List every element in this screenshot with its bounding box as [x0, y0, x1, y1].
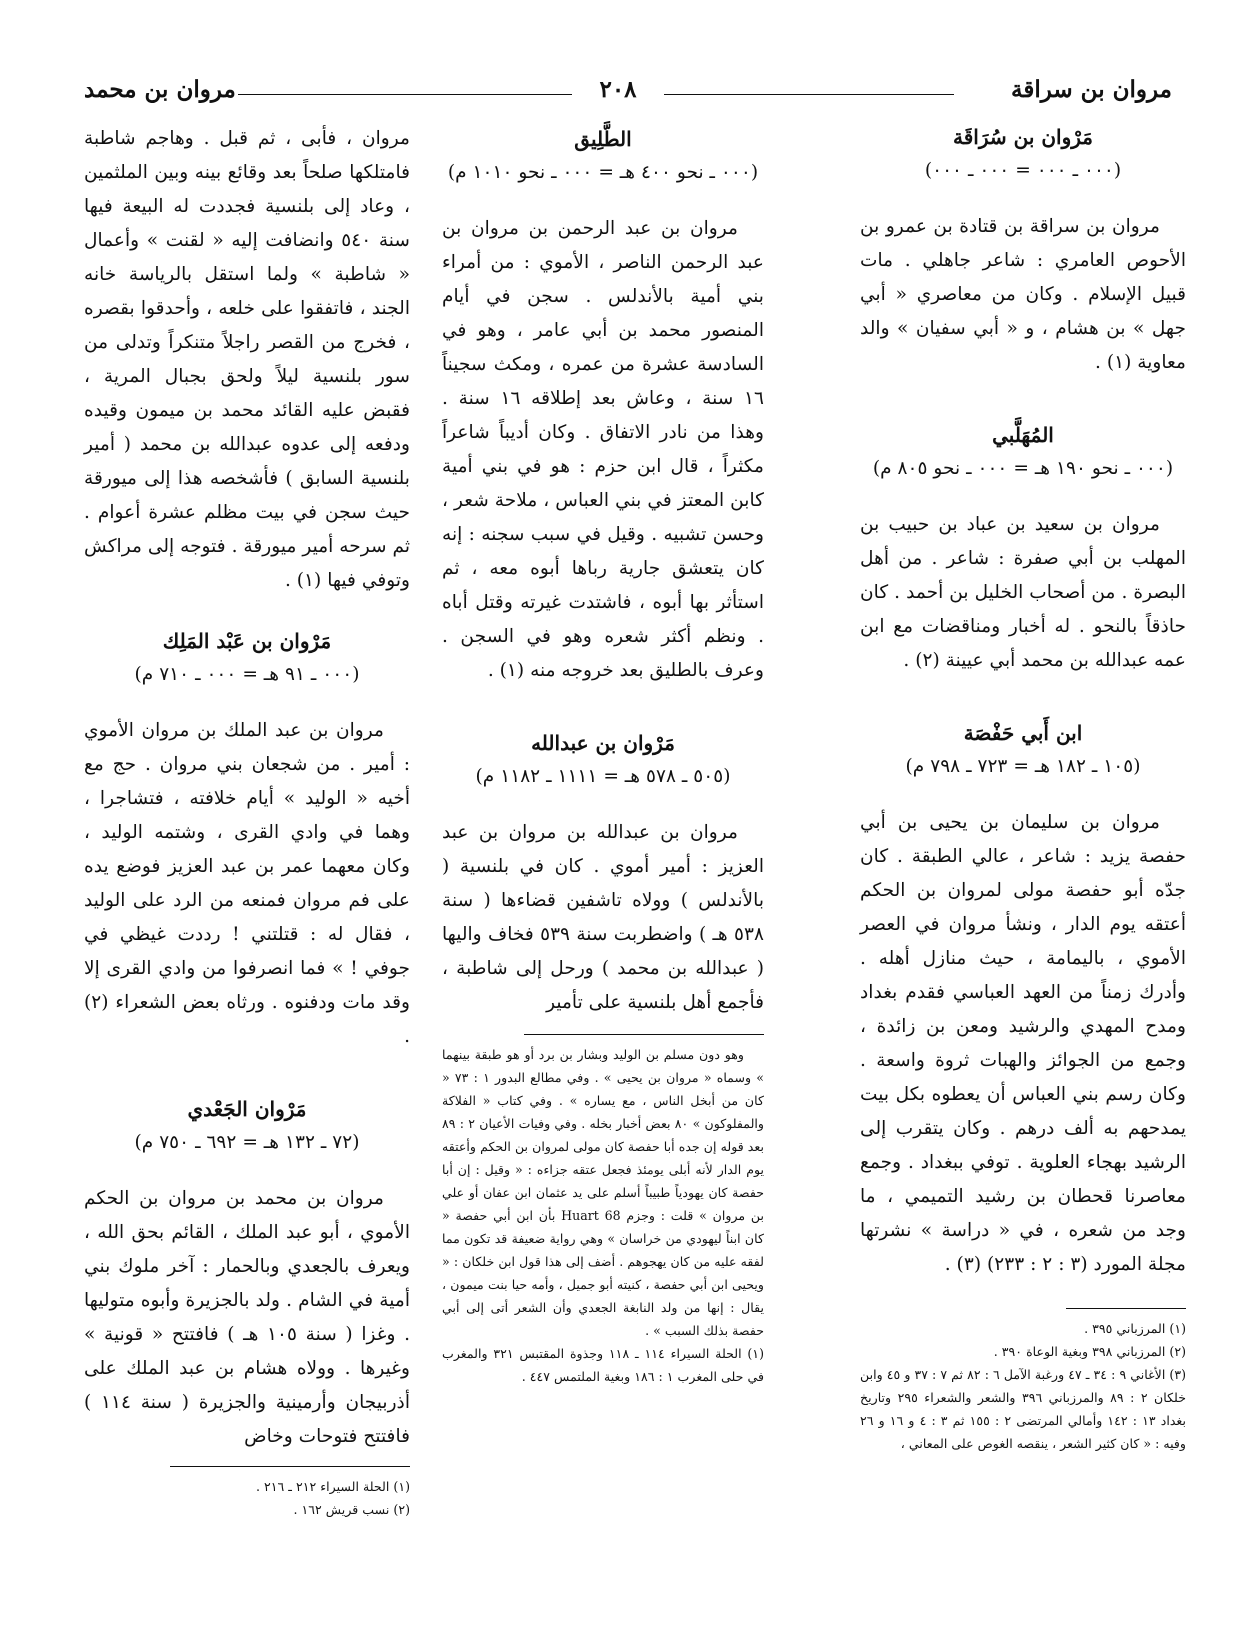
footnote-rule: [524, 1034, 764, 1035]
running-head-right: مروان بن سراقة: [1011, 76, 1172, 103]
entry-title: الطَّلِيق: [574, 127, 632, 151]
header-rule-right: [664, 94, 954, 95]
running-head-left: مروان بن محمد: [84, 76, 236, 103]
entry-dates: (٥٠٥ ـ ٥٧٨ هـ = ١١١١ ـ ١١٨٢ م): [475, 766, 731, 787]
entry-text: مروان بن عبدالله بن مروان بن عبد العزيز : أمير أموي . كان في بلنسية ( بالأندلس ) وولاه تاشفين قضاءها ( سنة ٥٣٨ هـ ) واضطربت سنة ٥٣٩ فخاف واليها ( عبدالله بن محمد ) ورحل إلى شاطبة ، فأجمع أهل بلنسية على تأمير: [442, 822, 764, 1013]
entry-text: مروان بن عبد الرحمن بن مروان بن عبد الرحمن الناصر ، الأموي : من أمراء بني أمية بالأندلس . سجن في أيام المنصور محمد بن أبي عامر ، وهو في السادسة عشرة من عمره ، ومكث سجيناً ١٦ سنة ، وعاش بعد إطلاقه ١٦ سنة . وهذا من نادر الاتفاق . وكان أديباً شاعراً مكثراً ، قال ابن حزم : هو في بني أمية كابن المعتز في بني العباس ، ملاحة شعر ، وحسن تشبيه . وقيل في سبب سجنه : إنه كان يتعشق جارية رباها أبوه معه ، ثم استأثر بها أبوه ، فاشتدت غيرته وقتل أباه . ونظم أكثر شعره وهو في السجن . وعرف بالطليق بعد خروجه منه (١) .: [442, 218, 764, 681]
entry-text: مروان بن سراقة بن قتادة بن عمرو بن الأحوص العامري : شاعر جاهلي . مات قبيل الإسلام . وكان من معاصري « أبي جهل » بن هشام ، و « أبي سفيان » والد معاوية (١) .: [860, 216, 1186, 373]
entry-title: المُهَلَّبي: [992, 423, 1054, 447]
entry-dates: (١٠٥ ـ ١٨٢ هـ = ٧٢٣ ـ ٧٩٨ م): [905, 756, 1141, 777]
entry-text: مروان بن عبد الملك بن مروان الأموي : أمير . من شجعان بني مروان . حج مع أخيه « الوليد » أيام خلافته ، فتشاجرا ، وهما في وادي القرى ، وشتمه الوليد ، وكان معهما عمر بن عبد العزيز فوضع يده على فم مروان فمنعه من الرد على الوليد ، فقال له : قتلتني ! رددت غيظي في جوفي ! » فما انصرفوا من وادي القرى إلا وقد مات ودفنوه . ورثاه بعض الشعراء (٢) .: [84, 720, 410, 1047]
footnote: (١) المرزباني ٣٩٥ .: [1084, 1321, 1186, 1336]
entry-text: مروان بن محمد بن مروان بن الحكم الأموي ، أبو عبد الملك ، القائم بحق الله ، ويعرف بالجعدي وبالحمار : آخر ملوك بني أمية في الشام . ولد بالجزيرة وأبوه متوليها . وغزا ( سنة ١٠٥ هـ ) فافتتح « قونية » وغيرها . وولاه هشام بن عبد الملك على أذربيجان وأرمينية والجزيرة ( سنة ١١٤ ) فافتتح فتوحات وخاض: [84, 1188, 410, 1447]
footnote-rule: [170, 1466, 410, 1467]
column-middle: [442, 122, 764, 1388]
column-left: [84, 122, 410, 1521]
entry-title: مَرْوان بن عبدالله: [531, 731, 675, 755]
header-rule-left: [238, 94, 572, 95]
entry-dates: (٠٠٠ ـ ٩١ هـ = ٠٠٠ ـ ٧١٠ م): [134, 664, 360, 685]
footnote: (١) الحلة السيراء ٢١٢ ـ ٢١٦ .: [255, 1479, 410, 1494]
footnote-continued: وهو دون مسلم بن الوليد وبشار بن برد أو هو طبقة بينهما » وسماه « مروان بن يحيى » . وفي مطالع البدور ١ : ٧٣ « كان من أبخل الناس ، مع يساره » . وفي كتاب « الفلاكة والمفلوكون » ٨٠ بعض أخبار بخله . وفي وفيات الأعيان ٢ : ٨٩ بعد قوله إن جده أبا حفصة كان مولى لمروان بن الحكم وأعتقه يوم الدار لأنه أبلى يومئذ فجعل عتقه جزاءه : « وقيل : إن أبا حفصة كان يهودياً طبيباً أسلم على يد عثمان ابن عفان أو علي بن مروان » قلت : وجزم Huart 68 بأن ابن أبي حفصة « كان ابناً ليهودي من خراسان » وهي رواية ضعيفة قد تكون مما لفقه عليه من كان يهجوهم . أضف إلى هذا قول ابن خلكان : « ويحيى ابن أبي حفصة ، كنيته أبو جميل ، وأمه حيا بنت ميمون ، يقال : إنها من ولد النابغة الجعدي وأن الشعر أتى إلى أبي حفصة بذلك السبب » .: [442, 1047, 765, 1338]
entry-dates: (٧٢ ـ ١٣٢ هـ = ٦٩٢ ـ ٧٥٠ م): [134, 1132, 360, 1153]
entry-text-continued: مروان ، فأبى ، ثم قبل . وهاجم شاطبة فامتلكها صلحاً بعد وقائع بينه وبين الملثمين ، وعاد إلى بلنسية فجددت له البيعة فيها سنة ٥٤٠ وانضافت إليه « لقنت » وأعمال « شاطبة » ولما استقل بالرياسة خانه الجند ، فاتفقوا على خلعه ، وأحدقوا بقصره ، فخرج من القصر راجلاً متنكراً وتدلى من سور بلنسية ليلاً ولحق بجبال المرية ، فقبض عليه القائد محمد بن ميمون وقيده ودفعه إلى عدوه عبدالله بن محمد ( أمير بلنسية السابق ) فأشخصه هذا إلى ميورقة حيث سجن في بيت مظلم عشرة أعوام . ثم سرحه أمير ميورقة . فتوجه إلى مراكش وتوفي فيها (١) .: [84, 128, 410, 591]
entry-text: مروان بن سليمان بن يحيى بن أبي حفصة يزيد : شاعر ، عالي الطبقة . كان جدّه أبو حفصة مولى لمروان بن الحكم أعتقه يوم الدار ، ونشأ مروان في العصر الأموي ، باليمامة ، حيث منازل أهله . وأدرك زمناً من العهد العباسي فقدم بغداد ومدح المهدي والرشيد ومعن بن زائدة ، وجمع من الجوائز والهبات ثروة واسعة . وكان رسم بني العباس أن يعطوه بكل بيت يمدحهم به ألف درهم . وكان يتقرب إلى الرشيد بهجاء العلوية . توفي ببغداد . وجمع معاصرنا قحطان بن رشيد التميمي ، ما وجد من شعره ، في « دراسة » نشرتها مجلة المورد (٣ : ٢ : ٢٣٣) (٣) .: [860, 812, 1186, 1275]
footnote: (٣) الأغاني ٩ : ٣٤ ـ ٤٧ ورغبة الآمل ٦ : ٨٢ ثم ٧ : ٣٧ و ٤٥ وابن خلكان ٢ : ٨٩ والمرزباني ٣٩٦ والشعر والشعراء ٢٩٥ وتاريخ بغداد ١٣ : ١٤٢ وأمالي المرتضى ٢ : ١٥٥ ثم ٣ : ٤ و ١٦ و ٢٦ وفيه : « كان كثير الشعر ، ينقصه الغوص على المعاني ،: [860, 1367, 1187, 1451]
entry-title: مَرْوان الجَعْدي: [187, 1097, 307, 1121]
footnote: (١) الحلة السيراء ١١٤ ـ ١١٨ وجذوة المقتبس ٣٢١ والمغرب في حلى المغرب ١ : ١٨٦ وبغية الملتمس ٤٤٧ .: [442, 1346, 764, 1384]
entry-text: مروان بن سعيد بن عباد بن حبيب بن المهلب بن أبي صفرة : شاعر . من أهل البصرة . من أصحاب الخليل بن أحمد . كان حاذقاً بالنحو . له أخبار ومناقضات مع ابن عمه عبدالله بن محمد أبي عيينة (٢) .: [860, 514, 1186, 671]
entry-title: ابن أَبي حَفْصَة: [963, 721, 1083, 745]
entry-dates: (٠٠٠ ـ نحو ١٩٠ هـ = ٠٠٠ ـ نحو ٨٠٥ م): [872, 458, 1174, 479]
entry-title: مَرْوان بن عَبْد المَلِك: [162, 629, 332, 653]
page-number: ٢٠٨: [599, 76, 637, 103]
column-right: [860, 120, 1186, 1455]
entry-dates: (٠٠٠ ـ نحو ٤٠٠ هـ = ٠٠٠ ـ نحو ١٠١٠ م): [447, 162, 759, 183]
footnote: (٢) نسب قريش ١٦٢ .: [293, 1502, 410, 1517]
footnote: (٢) المرزباني ٣٩٨ وبغية الوعاة ٣٩٠ .: [993, 1344, 1186, 1359]
entry-title: مَرْوان بن سُرَاقَة: [953, 125, 1093, 149]
entry-dates: (٠٠٠ ـ ٠٠٠ = ٠٠٠ ـ ٠٠٠): [924, 160, 1122, 181]
footnote-rule: [1066, 1308, 1186, 1309]
